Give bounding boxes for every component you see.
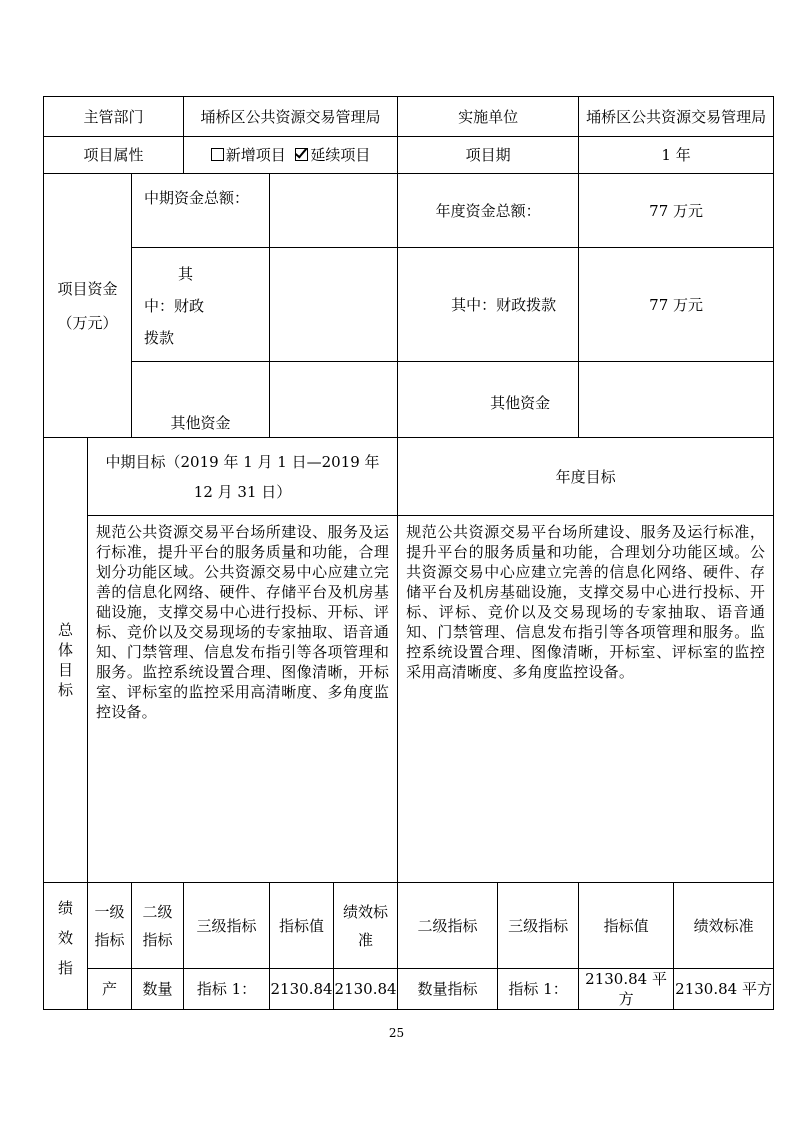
goals-side-label: [44, 438, 88, 883]
period-value: 1 年: [579, 137, 774, 174]
dept-label: 主管部门: [44, 97, 184, 137]
header-level3-b: 三级指标: [498, 883, 579, 969]
new-item-label: 新增项目: [225, 146, 286, 164]
header-standard-b: 绩效标准: [674, 883, 774, 969]
r1-level3-b: 指标 1：: [498, 969, 579, 1010]
attr-options: [184, 137, 398, 174]
continue-item-label: 延续项目: [310, 146, 371, 164]
annual-goal-text: 规范公共资源交易平台场所建设、服务及运行标准，提升平台的服务质量和功能，合理划分功能区域。公共资源交易中心应建立完善的信息化网络、硬件、存储平台及机房基础设施，支撑交易中心进行投标、开标、评标、竞价以及交易现场的专家抽取、语音通知、门禁管理、信息发布指引等各项管理和服务。监控系统设置合理、图像清晰，开标室、评标室的监控采用高清晰度、多角度监控设备。: [398, 516, 774, 883]
goals-side-char-2: 体: [57, 641, 73, 659]
annual-total-label: 年度资金总额：: [398, 174, 579, 248]
indicators-side-label: [44, 883, 88, 1010]
funds-label-line2: （万元）: [57, 313, 118, 332]
header-level1: 一级指标: [88, 883, 132, 969]
attr-label: 项目属性: [44, 137, 184, 174]
mid-total-value: [270, 174, 398, 248]
new-item-checkbox[interactable]: [211, 148, 224, 161]
header-level2-b: 二级指标: [398, 883, 498, 969]
r1-standard-b: 2130.84 平方: [674, 969, 774, 1010]
funds-label-line1: 项目资金: [57, 279, 118, 298]
annual-other-value: [579, 362, 774, 438]
annual-goal-header: 年度目标: [398, 438, 774, 516]
page-number: 25: [388, 1026, 405, 1040]
funds-label: [44, 174, 132, 438]
mid-fiscal-label-2: 中：财政拨款: [144, 297, 205, 347]
goals-side-char-3: 目: [57, 661, 73, 679]
r1-level3: 指标 1：: [184, 969, 270, 1010]
unit-label: 实施单位: [398, 97, 579, 137]
unit-value: 埇桥区公共资源交易管理局: [579, 97, 774, 137]
period-label: 项目期: [398, 137, 579, 174]
mid-fiscal-label: [132, 248, 270, 362]
annual-total-value: 77 万元: [579, 174, 774, 248]
annual-other-label: 其他资金: [398, 362, 579, 438]
header-value: 指标值: [270, 883, 334, 969]
header-level2: 二级指标: [132, 883, 184, 969]
indicators-side-char-3: 指: [57, 959, 73, 977]
header-standard: 绩效标准: [334, 883, 398, 969]
dept-value: 埇桥区公共资源交易管理局: [184, 97, 398, 137]
header-value-b: 指标值: [579, 883, 674, 969]
indicators-side-char-1: 绩: [57, 899, 73, 917]
mid-fiscal-value: [270, 248, 398, 362]
mid-fiscal-label-1: 其: [178, 265, 194, 283]
mid-goal-header: 中期目标（2019 年 1 月 1 日—2019 年 12 月 31 日）: [88, 438, 398, 516]
project-performance-table: [43, 96, 774, 1010]
continue-item-checkbox[interactable]: [295, 148, 308, 161]
r1-level2-b: 数量指标: [398, 969, 498, 1010]
annual-fiscal-label: 其中：财政拨款: [398, 248, 579, 362]
r1-level1: 产: [88, 969, 132, 1010]
annual-fiscal-value: 77 万元: [579, 248, 774, 362]
r1-level2: 数量: [132, 969, 184, 1010]
mid-other-label: 其他资金: [132, 362, 270, 438]
mid-other-value: [270, 362, 398, 438]
r1-value-b: 2130.84 平方: [579, 969, 674, 1010]
goals-side-char-1: 总: [57, 621, 73, 639]
indicators-side-char-2: 效: [57, 929, 73, 947]
r1-value: 2130.84: [270, 969, 334, 1010]
r1-standard: 2130.84: [334, 969, 398, 1010]
mid-total-label: 中期资金总额：: [132, 174, 270, 248]
mid-goal-text: 规范公共资源交易平台场所建设、服务及运行标准，提升平台的服务质量和功能，合理划分功能区域。公共资源交易中心应建立完善的信息化网络、硬件、存储平台及机房基础设施，支撑交易中心进行投标、开标、评标、竞价以及交易现场的专家抽取、语音通知、门禁管理、信息发布指引等各项管理和服务。监控系统设置合理、图像清晰，开标室、评标室的监控采用高清晰度、多角度监控设备。: [88, 516, 398, 883]
header-level3: 三级指标: [184, 883, 270, 969]
goals-side-char-4: 标: [57, 681, 73, 699]
